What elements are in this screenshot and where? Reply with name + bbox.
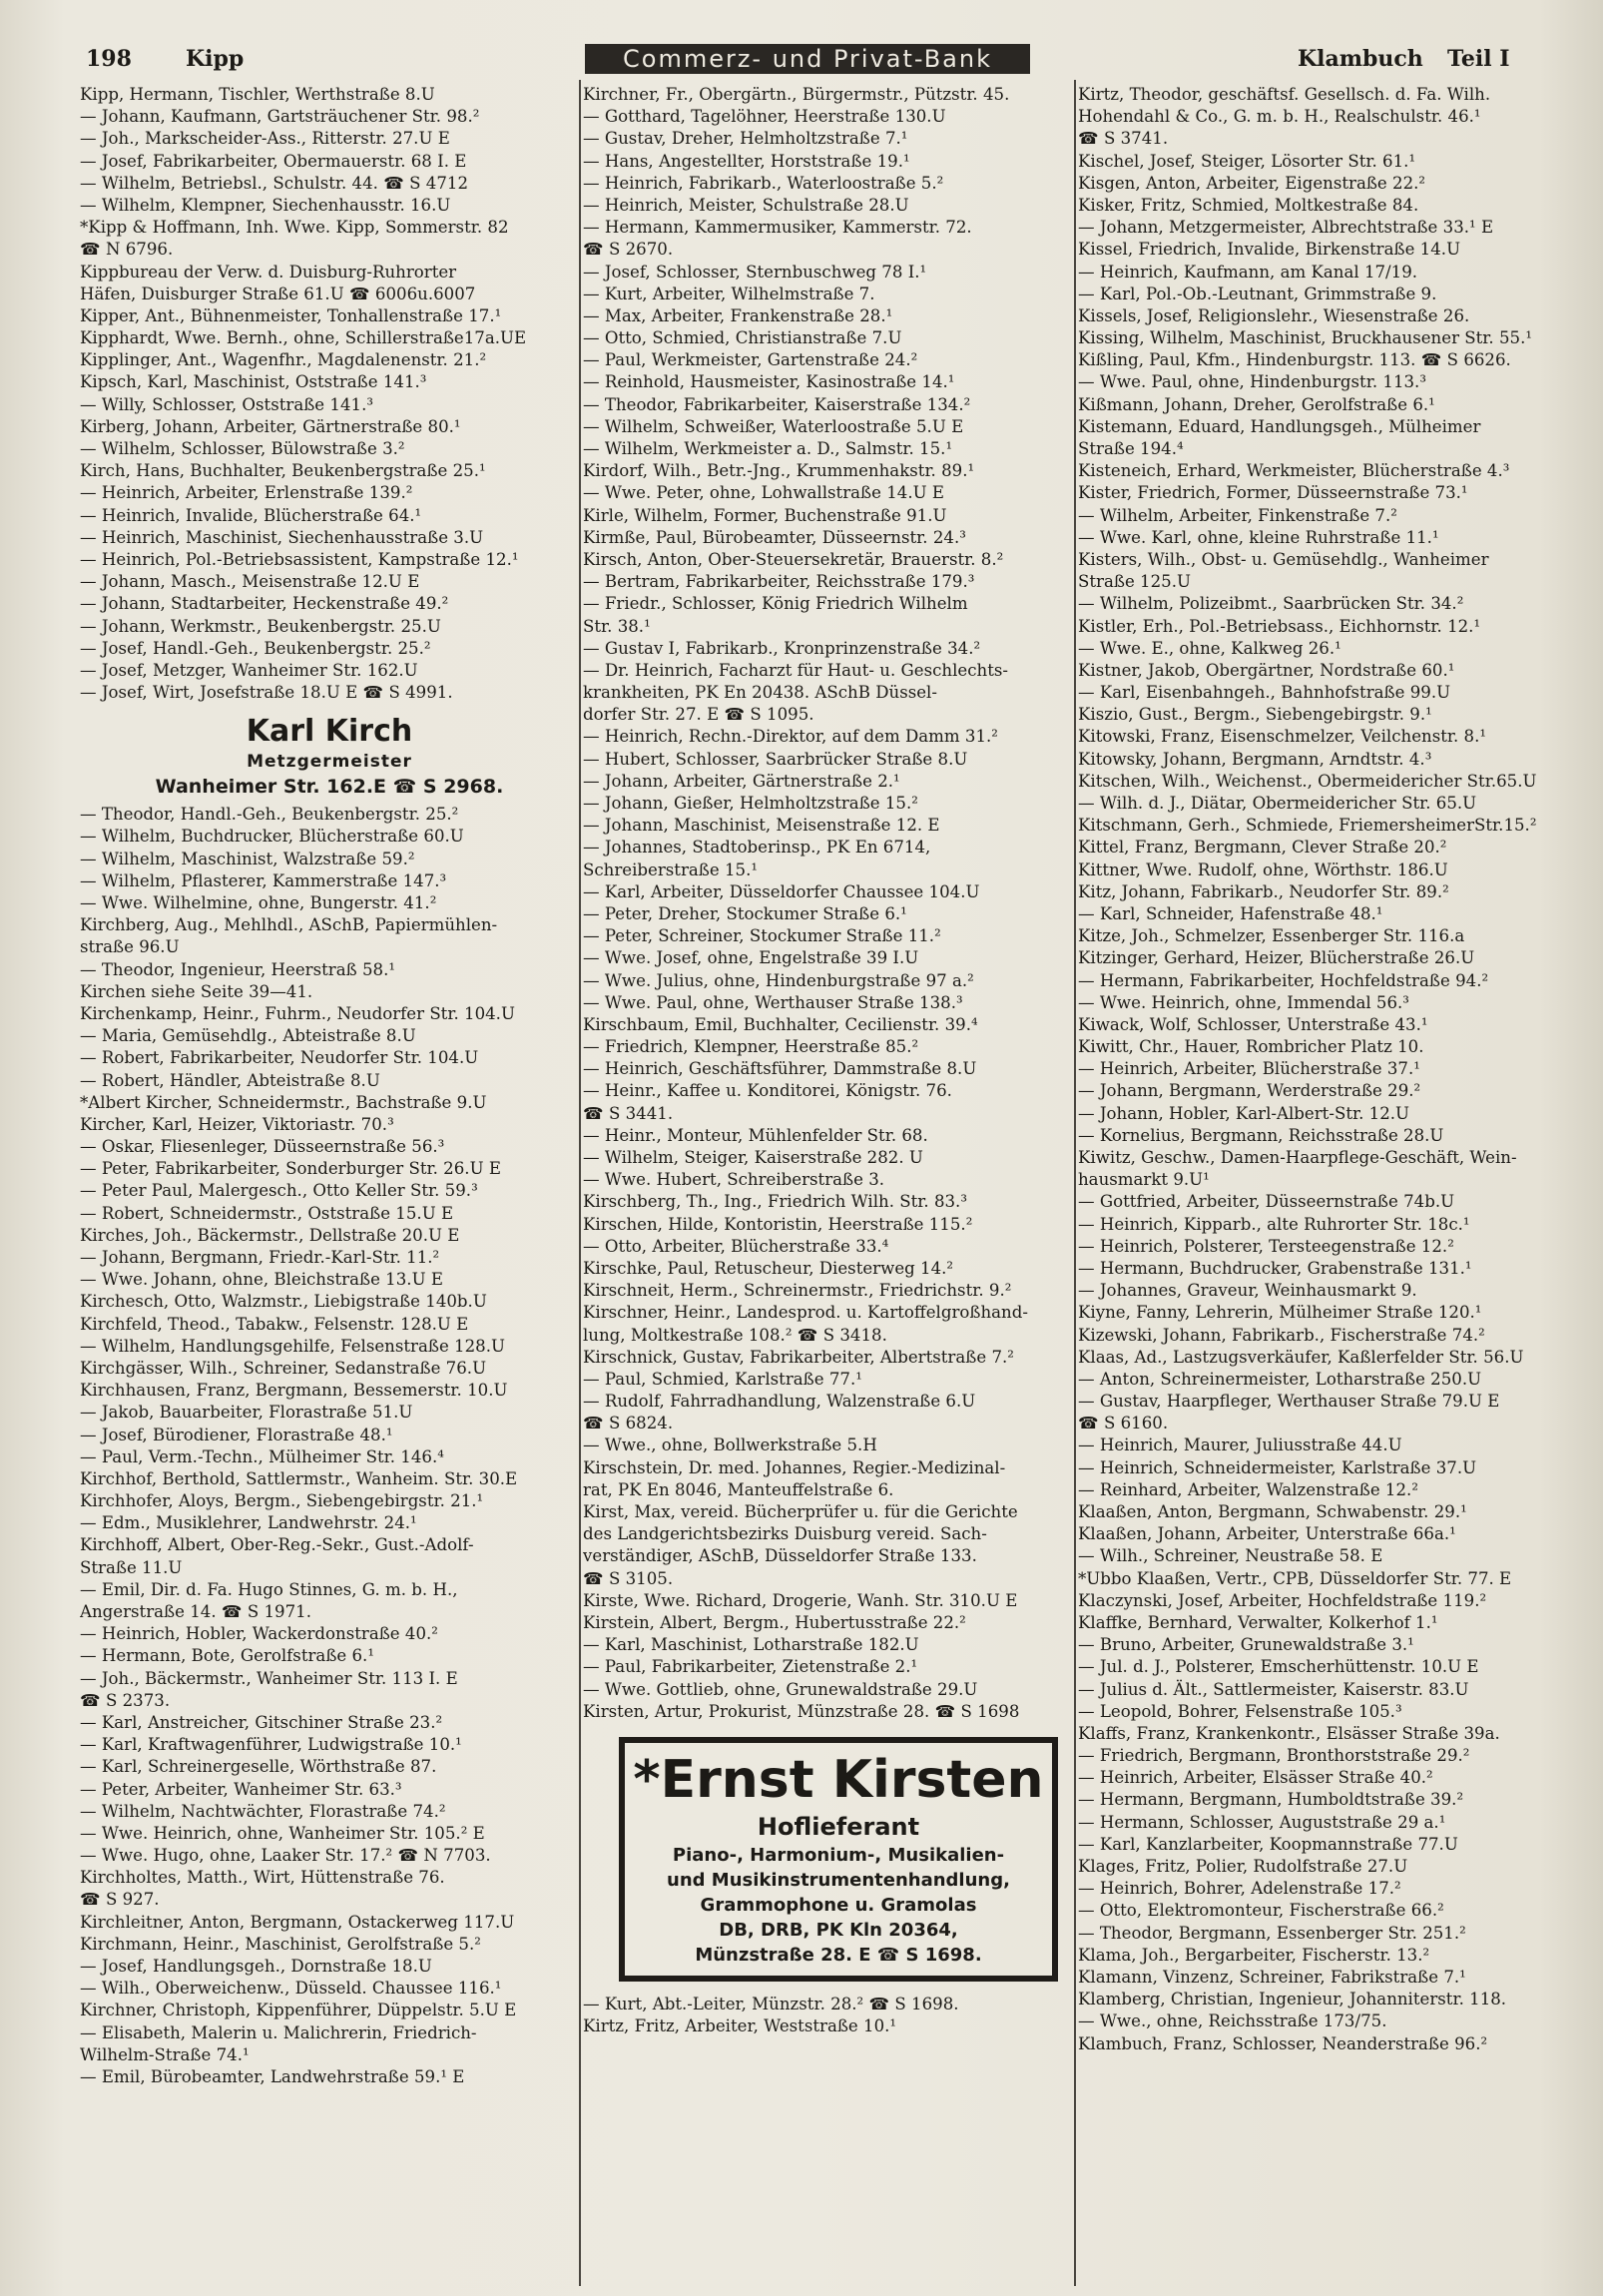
directory-entry: — Willy, Schlosser, Oststraße 141.³ [80,394,374,414]
directory-entry: — Johann, Bergmann, Werderstraße 29.² [1078,1081,1421,1101]
directory-entry: — Wwe. Hubert, Schreiberstraße 3. [583,1170,885,1190]
directory-entry: — Dr. Heinrich, Facharzt für Haut- u. Geschlechts- [583,660,1008,680]
directory-entry: Kitowsky, Johann, Bergmann, Arndtstr. 4.³ [1078,749,1432,769]
directory-entry: — Johann, Werkmstr., Beukenbergstr. 25.U [80,616,441,636]
directory-entry: Kisters, Wilh., Obst- u. Gemüsehdlg., Wanheimer [1078,549,1489,569]
directory-entry: — Heinrich, Geschäftsführer, Dammstraße 8.U [583,1059,977,1079]
directory-entry: — Max, Arbeiter, Frankenstraße 28.¹ [583,305,893,325]
directory-entry: — Reinhard, Arbeiter, Walzenstraße 12.² [1078,1479,1418,1499]
directory-entry: — Heinrich, Maschinist, Siechenhausstraße 3.U [80,527,484,547]
directory-entry: Kirsch, Anton, Ober-Steuersekretär, Brauerstr. 8.² [583,549,1004,569]
directory-entry: — Jul. d. J., Polsterer, Emscherhüttenstr. 10.U E [1078,1657,1479,1677]
directory-entry: Kissel, Friedrich, Invalide, Birkenstraße 14.U [1078,240,1461,260]
directory-entry: ☎ S 927. [80,1890,160,1910]
directory-entry: Kiwitt, Chr., Hauer, Rombricher Platz 10. [1078,1037,1424,1057]
directory-entry: ☎ S 3441. [583,1103,674,1123]
directory-entry: — Heinrich, Fabrikarb., Waterloostraße 5.² [583,173,944,193]
entry-list [80,804,579,2088]
directory-entry: — Karl, Kraftwagenführer, Ludwigstraße 10.¹ [80,1735,462,1755]
directory-entry: — Gotthard, Tagelöhner, Heerstraße 130.U [583,107,946,127]
directory-entry: — Kornelius, Bergmann, Reichsstraße 28.U [1078,1125,1444,1145]
directory-entry: Straße 125.U [1078,572,1191,592]
directory-entry: — Wwe. Gottlieb, ohne, Grunewaldstraße 29.U [583,1679,978,1699]
directory-entry: — Heinrich, Hobler, Wackerdonstraße 40.² [80,1624,438,1644]
directory-entry: — Wwe., ohne, Reichsstraße 173/75. [1078,2011,1387,2031]
directory-entry: — Josef, Handlungsgeh., Dornstraße 18.U [80,1957,432,1976]
directory-entry: — Johann, Maschinist, Meisenstraße 12. E [583,816,940,836]
directory-entry: — Johann, Metzgermeister, Albrechtstraße 33.¹ E [1078,218,1494,238]
directory-entry: *Kipp & Hoffmann, Inh. Wwe. Kipp, Sommerstr. 82 [80,218,509,238]
directory-entry: — Paul, Verm.-Techn., Mülheimer Str. 146.⁴ [80,1446,444,1466]
directory-entry: Kistner, Jakob, Obergärtner, Nordstraße 60.¹ [1078,660,1455,680]
directory-entry: — Karl, Schneider, Hafenstraße 48.¹ [1078,903,1383,923]
directory-entry: *Albert Kircher, Schneidermstr., Bachstraße 9.U [80,1092,487,1112]
directory-entry: — Johann, Bergmann, Friedr.-Karl-Str. 11.² [80,1248,440,1267]
directory-entry: — Paul, Schmied, Karlstraße 77.¹ [583,1369,862,1389]
directory-entry: — Wilhelm, Schlosser, Bülowstraße 3.² [80,439,405,458]
entry-list [80,84,579,704]
directory-entry: — Wilh. d. J., Diätar, Obermeidericher Str. 65.U [1078,794,1477,813]
directory-entry: — Karl, Arbeiter, Düsseldorfer Chaussee 104.U [583,881,980,901]
directory-entry: — Gustav, Dreher, Helmholtzstraße 7.¹ [583,129,908,149]
directory-entry: — Wwe., ohne, Bollwerkstraße 5.H [583,1435,877,1455]
directory-entry: — Johann, Masch., Meisenstraße 12.U E [80,572,420,592]
directory-entry: — Theodor, Handl.-Geh., Beukenbergstr. 25.² [80,805,459,825]
directory-entry: Kirchhoff, Albert, Ober-Reg.-Sekr., Gust.-Adolf- [80,1535,474,1555]
directory-entry: — Rudolf, Fahrradhandlung, Walzenstraße 6.U [583,1392,976,1412]
ad-title: Metzgermeister [247,752,412,773]
directory-entry: — Joh., Bäckermstr., Wanheimer Str. 113 I. E [80,1668,458,1688]
directory-entry: — Anton, Schreinermeister, Lotharstraße 250.U [1078,1369,1482,1389]
advertisement-karl-kirch [80,714,579,800]
directory-entry: — Wilhelm, Maschinist, Walzstraße 59.² [80,849,415,868]
directory-entry: — Elisabeth, Malerin u. Malichrerin, Friedrich- [80,2022,477,2042]
directory-entry: Kirberg, Johann, Arbeiter, Gärtnerstraße 80.¹ [80,416,461,436]
directory-entry: — Wilhelm, Schweißer, Waterloostraße 5.U E [583,416,964,436]
directory-entry: — Hermann, Buchdrucker, Grabenstraße 131.¹ [1078,1258,1472,1278]
ad-line: DB, DRB, PK Kln 20364, [719,1919,958,1941]
directory-entry: Klaaßen, Anton, Bergmann, Schwabenstr. 29.¹ [1078,1502,1467,1521]
bank-banner: Commerz- und Privat-Bank [585,44,1030,74]
directory-entry: — Kurt, Arbeiter, Wilhelmstraße 7. [583,284,875,303]
directory-entry: Kiyne, Fanny, Lehrerin, Mülheimer Straße 120.¹ [1078,1303,1482,1323]
directory-entry: Kirstein, Albert, Bergm., Hubertusstraße 22.² [583,1612,966,1632]
right-catchword: Klambuch [1298,46,1423,72]
directory-entry: — Heinrich, Polsterer, Tersteegenstraße 12.² [1078,1236,1454,1256]
directory-entry: — Josef, Bürodiener, Florastraße 48.¹ [80,1425,393,1444]
directory-entry: — Josef, Fabrikarbeiter, Obermauerstr. 68 I. E [80,151,467,171]
directory-entry: Kister, Friedrich, Former, Düsseernstraße 73.¹ [1078,483,1468,503]
page-number: 198 [86,46,132,72]
directory-entry: — Johann, Arbeiter, Gärtnerstraße 2.¹ [583,771,900,791]
directory-entry: — Julius d. Ält., Sattlermeister, Kaiserstr. 83.U [1078,1679,1469,1699]
directory-entry: — Joh., Markscheider-Ass., Ritterstr. 27.U E [80,129,450,149]
directory-entry: — Wilhelm, Buchdrucker, Blücherstraße 60.U [80,827,464,847]
directory-entry: — Wwe. Heinrich, ohne, Wanheimer Str. 105.² E [80,1823,485,1843]
directory-entry: dorfer Str. 27. E ☎ S 1095. [583,705,814,725]
directory-entry: — Johannes, Stadtoberinsp., PK En 6714, [583,838,931,858]
directory-entry: Kirsten, Artur, Prokurist, Münzstraße 28. ☎ S 1698 [583,1701,1020,1721]
directory-entry: Kissing, Wilhelm, Maschinist, Bruckhausener Str. 55.¹ [1078,328,1533,348]
directory-entry: — Wwe. Paul, ohne, Hindenburgstr. 113.³ [1078,372,1426,392]
directory-entry: — Heinrich, Invalide, Blücherstraße 64.¹ [80,505,422,525]
directory-entry: — Wilhelm, Betriebsl., Schulstr. 44. ☎ S 4712 [80,173,469,193]
directory-entry: — Wwe. Josef, ohne, Engelstraße 39 I.U [583,948,919,968]
directory-entry: — Robert, Schneidermstr., Oststraße 15.U E [80,1203,454,1223]
directory-entry: Klambuch, Franz, Schlosser, Neanderstraße 96.² [1078,2033,1488,2053]
directory-entry: — Heinrich, Kaufmann, am Kanal 17/19. [1078,262,1418,282]
directory-entry: Kirdorf, Wilh., Betr.-Jng., Krummenhakstr. 89.¹ [583,461,975,481]
directory-entry: — Karl, Schreinergeselle, Wörthstraße 87. [80,1757,437,1777]
directory-entry: — Wilh., Oberweichenw., Düsseld. Chaussee 116.¹ [80,1979,502,1999]
directory-entry: — Theodor, Ingenieur, Heerstraß 58.¹ [80,959,396,979]
directory-entry: Kipp, Hermann, Tischler, Werthstraße 8.U [80,85,435,104]
directory-entry: — Wilhelm, Klempner, Siechenhausstr. 16.U [80,195,451,215]
directory-entry: Kirst, Max, vereid. Bücherprüfer u. für die Gerichte [583,1502,1018,1521]
directory-entry: Kirschner, Heinr., Landesprod. u. Kartoffelgroßhand- [583,1303,1028,1323]
directory-entry: — Wilhelm, Steiger, Kaiserstraße 282. U [583,1148,923,1167]
directory-entry: — Johann, Gießer, Helmholtzstraße 15.² [583,794,918,813]
left-catchword: Kipp [186,46,245,72]
directory-entry: — Karl, Pol.-Ob.-Leutnant, Grimmstraße 9. [1078,284,1437,303]
directory-entry: Kißmann, Johann, Dreher, Gerolfstraße 6.¹ [1078,394,1435,414]
directory-entry: — Heinrich, Meister, Schulstraße 28.U [583,195,909,215]
directory-entry: Kirmße, Paul, Bürobeamter, Düsseernstr. 24.³ [583,527,966,547]
directory-entry: — Heinrich, Pol.-Betriebsassistent, Kampstraße 12.¹ [80,549,519,569]
directory-entry: — Hermann, Kammermusiker, Kammerstr. 72. [583,218,972,238]
directory-entry: — Wwe. Karl, ohne, kleine Ruhrstraße 11.¹ [1078,527,1439,547]
directory-entry: Kitowski, Franz, Eisenschmelzer, Veilchenstr. 8.¹ [1078,727,1487,747]
directory-entry: — Heinrich, Kipparb., alte Ruhrorter Str. 18c.¹ [1078,1214,1470,1234]
ad-address: Wanheimer Str. 162.E ☎ S 2968. [155,776,504,799]
column-left [80,84,579,2285]
column-divider [579,80,581,2286]
directory-entry: Klama, Joh., Bergarbeiter, Fischerstr. 13.² [1078,1945,1430,1965]
directory-entry: — Hans, Angestellter, Horststraße 19.¹ [583,151,910,171]
directory-entry: — Karl, Maschinist, Lotharstraße 182.U [583,1635,919,1655]
directory-entry: — Bruno, Arbeiter, Grunewaldstraße 3.¹ [1078,1635,1414,1655]
directory-entry: ☎ N 6796. [80,240,174,260]
directory-entry: rat, PK En 8046, Manteuffelstraße 6. [583,1479,894,1499]
directory-entry: Kirschen, Hilde, Kontoristin, Heerstraße 115.² [583,1214,973,1234]
directory-entry: — Heinrich, Arbeiter, Elsässer Straße 40.² [1078,1768,1433,1788]
directory-entry: Kirchner, Christoph, Kippenführer, Düppelstr. 5.U E [80,2001,517,2020]
directory-entry: Kippbureau der Verw. d. Duisburg-Ruhrorter [80,262,457,282]
directory-entry: *Ubbo Klaaßen, Vertr., CPB, Düsseldorfer Str. 77. E [1078,1568,1512,1588]
directory-entry: Kirchesch, Otto, Walzmstr., Liebigstraße 140b.U [80,1292,487,1312]
directory-entry: Klaffs, Franz, Krankenkontr., Elsässer Straße 39a. [1078,1723,1500,1743]
directory-entry: — Peter Paul, Malergesch., Otto Keller Str. 59.³ [80,1181,478,1201]
directory-entry: straße 96.U [80,937,180,957]
directory-entry: Klages, Fritz, Polier, Rudolfstraße 27.U [1078,1857,1408,1876]
directory-entry: Kisgen, Anton, Arbeiter, Eigenstraße 22.² [1078,173,1426,193]
directory-entry: Klaczynski, Josef, Arbeiter, Hochfeldstraße 119.² [1078,1590,1487,1610]
directory-entry: — Jakob, Bauarbeiter, Florastraße 51.U [80,1403,413,1423]
directory-entry: — Robert, Händler, Abteistraße 8.U [80,1070,380,1090]
directory-entry: — Otto, Elektromonteur, Fischerstraße 66.² [1078,1901,1444,1921]
directory-entry: — Johann, Kaufmann, Gartsträuchener Str. 98.² [80,107,480,127]
directory-entry: — Wwe. Paul, ohne, Werthauser Straße 138.³ [583,992,963,1012]
directory-entry: Kirchhofer, Aloys, Bergm., Siebengebirgstr. 21.¹ [80,1491,484,1511]
directory-entry: — Johannes, Graveur, Weinhausmarkt 9. [1078,1281,1417,1301]
directory-entry: — Wwe. Heinrich, ohne, Immendal 56.³ [1078,992,1409,1012]
entry-list [1078,84,1577,2055]
directory-entry: — Friedrich, Klempner, Heerstraße 85.² [583,1037,919,1057]
directory-entry: — Gottfried, Arbeiter, Düsseernstraße 74b.U [1078,1192,1455,1212]
directory-entry: Kistemann, Eduard, Handlungsgeh., Mülheimer [1078,416,1481,436]
directory-entry: Wilhelm-Straße 74.¹ [80,2044,250,2064]
directory-entry: — Wilhelm, Arbeiter, Finkenstraße 7.² [1078,505,1397,525]
ad-line: und Musikinstrumentenhandlung, [667,1869,1010,1891]
directory-entry: — Otto, Arbeiter, Blücherstraße 33.⁴ [583,1236,889,1256]
directory-entry: ☎ S 6160. [1078,1414,1169,1434]
directory-entry: — Emil, Bürobeamter, Landwehrstraße 59.¹ E [80,2066,465,2086]
directory-entry: — Bertram, Fabrikarbeiter, Reichsstraße 179.³ [583,572,975,592]
directory-entry: — Edm., Musiklehrer, Landwehrstr. 24.¹ [80,1513,417,1533]
directory-entry: Straße 11.U [80,1557,183,1577]
directory-entry: — Peter, Arbeiter, Wanheimer Str. 63.³ [80,1779,402,1799]
directory-entry: hausmarkt 9.U¹ [1078,1170,1210,1190]
directory-entry: Kistler, Erh., Pol.-Betriebsass., Eichhornstr. 12.¹ [1078,616,1481,636]
directory-entry: Häfen, Duisburger Straße 61.U ☎ 6006u.6007 [80,284,476,303]
directory-entry: Kisker, Fritz, Schmied, Moltkestraße 84. [1078,195,1419,215]
directory-entry: Kirchgässer, Wilh., Schreiner, Sedanstraße 76.U [80,1358,487,1378]
directory-entry: — Wilhelm, Werkmeister a. D., Salmstr. 15.¹ [583,439,953,458]
directory-entry: — Josef, Metzger, Wanheimer Str. 162.U [80,660,418,680]
directory-entry: Kirchberg, Aug., Mehlhdl., ASchB, Papiermühlen- [80,915,498,935]
directory-entry: Kirschberg, Th., Ing., Friedrich Wilh. Str. 83.³ [583,1192,967,1212]
directory-entry: Kipsch, Karl, Maschinist, Oststraße 141.³ [80,372,427,392]
directory-entry: Kißling, Paul, Kfm., Hindenburgstr. 113. ☎ S 6626. [1078,350,1511,370]
column-middle [583,84,1074,2285]
ad-title: Hoflieferant [757,1812,920,1841]
directory-entry: Kirschstein, Dr. med. Johannes, Regier.-Medizinal- [583,1457,1006,1477]
directory-entry: — Heinrich, Arbeiter, Blücherstraße 37.¹ [1078,1059,1420,1079]
directory-entry: Kischel, Josef, Steiger, Lösorter Str. 61.¹ [1078,151,1416,171]
directory-entry: — Wwe. Johann, ohne, Bleichstraße 13.U E [80,1270,443,1290]
directory-entry: Klamann, Vinzenz, Schreiner, Fabrikstraße 7.¹ [1078,1967,1466,1987]
directory-entry: Kipphardt, Wwe. Bernh., ohne, Schillerstraße17a.UE [80,328,527,348]
directory-entry: — Hermann, Schlosser, Auguststraße 29 a.¹ [1078,1812,1446,1832]
directory-entry: Hohendahl & Co., G. m. b. H., Realschulstr. 46.¹ [1078,107,1481,127]
directory-entry: Kiwitz, Geschw., Damen-Haarpflege-Geschäft, Wein- [1078,1148,1517,1167]
directory-entry: Kirchenkamp, Heinr., Fuhrm., Neudorfer Str. 104.U [80,1003,515,1023]
page-header [0,46,1603,76]
directory-entry: — Emil, Dir. d. Fa. Hugo Stinnes, G. m. b. H., [80,1579,458,1599]
directory-entry: Kirtz, Theodor, geschäftsf. Gesellsch. d. Fa. Wilh. [1078,85,1491,104]
directory-entry: — Theodor, Bergmann, Essenberger Str. 251.² [1078,1923,1466,1943]
part-label: Teil I [1447,46,1510,72]
directory-entry: — Josef, Schlosser, Sternbuschweg 78 I.¹ [583,262,927,282]
directory-entry: — Hermann, Bote, Gerolfstraße 6.¹ [80,1646,374,1666]
directory-entry: — Wwe. Wilhelmine, ohne, Bungerstr. 41.² [80,893,437,912]
directory-entry: Kitschen, Wilh., Weichenst., Obermeidericher Str.65.U [1078,771,1537,791]
directory-entry: Kirchfeld, Theod., Tabakw., Felsenstr. 128.U E [80,1314,469,1334]
directory-entry: — Friedrich, Bergmann, Bronthorststraße 29.² [1078,1746,1470,1766]
directory-entry: Kiszio, Gust., Bergm., Siebengebirgstr. 9.¹ [1078,705,1432,725]
directory-entry: — Wilhelm, Nachtwächter, Florastraße 74.² [80,1801,446,1821]
directory-entry: — Wilhelm, Handlungsgehilfe, Felsenstraße 128.U [80,1336,505,1356]
directory-entry: ☎ S 2373. [80,1690,171,1710]
directory-entry: Kirle, Wilhelm, Former, Buchenstraße 91.U [583,505,947,525]
directory-entry: Kirchhof, Berthold, Sattlermstr., Wanheim. Str. 30.E [80,1468,518,1488]
directory-entry: — Reinhold, Hausmeister, Kasinostraße 14.¹ [583,372,955,392]
directory-entry: Kittel, Franz, Bergmann, Clever Straße 20.² [1078,838,1447,858]
directory-entry: Kissels, Josef, Religionslehr., Wiesenstraße 26. [1078,305,1470,325]
directory-entry: Kirches, Joh., Bäckermstr., Dellstraße 20.U E [80,1225,460,1245]
directory-entry: Kirschke, Paul, Retuscheur, Diesterweg 14.² [583,1258,954,1278]
directory-entry: — Theodor, Fabrikarbeiter, Kaiserstraße 134.² [583,394,971,414]
ad-line: Grammophone u. Gramolas [700,1894,977,1916]
directory-entry: — Heinrich, Arbeiter, Erlenstraße 139.² [80,483,413,503]
directory-entry: ☎ S 6824. [583,1414,674,1434]
entry-list [583,84,1074,1723]
directory-entry: des Landgerichtsbezirks Duisburg vereid. Sach- [583,1524,987,1544]
directory-entry: — Johann, Hobler, Karl-Albert-Str. 12.U [1078,1103,1410,1123]
directory-entry: — Wwe. Julius, ohne, Hindenburgstraße 97 a.² [583,970,974,990]
ad-name: *Ernst Kirsten [633,1749,1044,1810]
directory-entry: Str. 38.¹ [583,616,651,636]
directory-entry: Kisteneich, Erhard, Werkmeister, Blücherstraße 4.³ [1078,461,1510,481]
directory-entry: — Wilhelm, Polizeibmt., Saarbrücken Str. 34.² [1078,594,1464,614]
ad-name: Karl Kirch [246,714,413,750]
directory-entry: Kirchleitner, Anton, Bergmann, Ostackerweg 117.U [80,1912,515,1932]
advertisement-ernst-kirsten [619,1737,1058,1982]
directory-entry: Kirste, Wwe. Richard, Drogerie, Wanh. Str. 310.U E [583,1590,1018,1610]
directory-entry: ☎ S 3105. [583,1568,674,1588]
directory-entry: — Heinrich, Maurer, Juliusstraße 44.U [1078,1435,1402,1455]
directory-entry: lung, Moltkestraße 108.² ☎ S 3418. [583,1325,887,1345]
directory-entry: — Peter, Fabrikarbeiter, Sonderburger Str. 26.U E [80,1159,501,1179]
directory-entry: Kipper, Ant., Bühnenmeister, Tonhallenstraße 17.¹ [80,305,502,325]
directory-entry: Kirchholtes, Matth., Wirt, Hüttenstraße 76. [80,1868,445,1888]
directory-entry: — Kurt, Abt.-Leiter, Münzstr. 28.² ☎ S 1698. [583,1994,959,2013]
directory-entry: Kizewski, Johann, Fabrikarb., Fischerstraße 74.² [1078,1325,1485,1345]
directory-entry: Kirchhausen, Franz, Bergmann, Bessemerstr. 10.U [80,1381,508,1401]
directory-entry: Kitzinger, Gerhard, Heizer, Blücherstraße 26.U [1078,948,1475,968]
ad-line: Münzstraße 28. E ☎ S 1698. [695,1944,982,1966]
directory-entry: — Paul, Fabrikarbeiter, Zietenstraße 2.¹ [583,1657,918,1677]
directory-entry: — Wilhelm, Pflasterer, Kammerstraße 147.³ [80,870,447,890]
directory-entry: Kirch, Hans, Buchhalter, Beukenbergstraße 25.¹ [80,461,486,481]
directory-entry: — Wilh., Schreiner, Neustraße 58. E [1078,1546,1383,1566]
directory-entry: — Friedr., Schlosser, König Friedrich Wilhelm [583,594,968,614]
directory-entry: Kirchen siehe Seite 39—41. [80,981,313,1001]
entry-list [583,1994,1074,2037]
directory-entry: Kipplinger, Ant., Wagenfhr., Magdalenenstr. 21.² [80,350,487,370]
directory-entry: — Wwe. Hugo, ohne, Laaker Str. 17.² ☎ N 7703. [80,1846,491,1866]
directory-entry: — Gustav I, Fabrikarb., Kronprinzenstraße 34.² [583,638,981,658]
directory-entry: — Heinrich, Bohrer, Adelenstraße 17.² [1078,1879,1401,1899]
directory-entry: — Gustav, Haarpfleger, Werthauser Straße 79.U E [1078,1392,1500,1412]
directory-entry: — Hermann, Bergmann, Humboldtstraße 39.² [1078,1790,1464,1810]
directory-entry: Straße 194.⁴ [1078,439,1184,458]
directory-entry: — Robert, Fabrikarbeiter, Neudorfer Str. 104.U [80,1048,479,1068]
directory-entry: Klaaßen, Johann, Arbeiter, Unterstraße 66a.¹ [1078,1524,1456,1544]
directory-entry: — Leopold, Bohrer, Felsenstraße 105.³ [1078,1701,1402,1721]
directory-entry: Kitze, Joh., Schmelzer, Essenberger Str. 116.a [1078,926,1465,946]
column-divider [1074,80,1076,2286]
directory-entry: ☎ S 2670. [583,240,674,260]
directory-entry: Kirschneit, Herm., Schreinermstr., Friedrichstr. 9.² [583,1281,1012,1301]
column-right [1078,84,1577,2285]
directory-entry: — Maria, Gemüsehdlg., Abteistraße 8.U [80,1026,416,1046]
directory-entry: — Peter, Dreher, Stockumer Straße 6.¹ [583,903,907,923]
directory-entry: Kirchmann, Heinr., Maschinist, Gerolfstraße 5.² [80,1934,481,1954]
directory-entry: Kirtz, Fritz, Arbeiter, Weststraße 10.¹ [583,2016,897,2036]
directory-entry: Kircher, Karl, Heizer, Viktoriastr. 70.³ [80,1114,394,1134]
directory-entry: — Peter, Schreiner, Stockumer Straße 11.² [583,926,941,946]
directory-entry: — Hermann, Fabrikarbeiter, Hochfeldstraße 94.² [1078,970,1489,990]
directory-entry: Kirschbaum, Emil, Buchhalter, Cecilienstr. 39.⁴ [583,1014,978,1034]
directory-entry: Kirschnick, Gustav, Fabrikarbeiter, Albertstraße 7.² [583,1347,1014,1367]
directory-entry: — Otto, Schmied, Christianstraße 7.U [583,328,902,348]
directory-entry: Kirchner, Fr., Obergärtn., Bürgermstr., Pützstr. 45. [583,85,1010,104]
directory-entry: — Paul, Werkmeister, Gartenstraße 24.² [583,350,918,370]
directory-entry: ☎ S 3741. [1078,129,1169,149]
directory-entry: — Heinrich, Schneidermeister, Karlstraße 37.U [1078,1457,1477,1477]
directory-entry: Kittner, Wwe. Rudolf, ohne, Wörthstr. 186.U [1078,860,1448,879]
directory-entry: Schreiberstraße 15.¹ [583,860,759,879]
directory-entry: — Karl, Eisenbahngeh., Bahnhofstraße 99.U [1078,683,1451,703]
directory-entry: — Heinr., Monteur, Mühlenfelder Str. 68. [583,1125,928,1145]
directory-entry: — Heinr., Kaffee u. Konditorei, Königstr. 76. [583,1081,952,1101]
directory-entry: — Karl, Kanzlarbeiter, Koopmannstraße 77.U [1078,1834,1458,1854]
directory-entry: verständiger, ASchB, Düsseldorfer Straße 133. [583,1546,977,1566]
directory-entry: — Josef, Wirt, Josefstraße 18.U E ☎ S 4991. [80,683,453,703]
directory-entry: Klamberg, Christian, Ingenieur, Johanniterstr. 118. [1078,1990,1507,2009]
directory-entry: — Hubert, Schlosser, Saarbrücker Straße 8.U [583,749,968,769]
directory-entry: Klaas, Ad., Lastzugsverkäufer, Kaßlerfelder Str. 56.U [1078,1347,1524,1367]
directory-entry: — Heinrich, Rechn.-Direktor, auf dem Damm 31.² [583,727,998,747]
directory-entry: — Wwe. E., ohne, Kalkweg 26.¹ [1078,638,1341,658]
ad-line: Piano-, Harmonium-, Musikalien- [672,1844,1005,1866]
directory-entry: — Karl, Anstreicher, Gitschiner Straße 23.² [80,1712,443,1732]
directory-entry: — Wwe. Peter, ohne, Lohwallstraße 14.U E [583,483,944,503]
directory-entry: Klaffke, Bernhard, Verwalter, Kolkerhof 1.¹ [1078,1612,1438,1632]
directory-entry: — Josef, Handl.-Geh., Beukenbergstr. 25.² [80,638,431,658]
directory-entry: krankheiten, PK En 20438. ASchB Düssel- [583,683,937,703]
directory-entry: — Johann, Stadtarbeiter, Heckenstraße 49.² [80,594,449,614]
directory-entry: Kitz, Johann, Fabrikarb., Neudorfer Str. 89.² [1078,881,1449,901]
directory-entry: Kiwack, Wolf, Schlosser, Unterstraße 43.¹ [1078,1014,1428,1034]
directory-entry: Kitschmann, Gerh., Schmiede, FriemersheimerStr.15.² [1078,816,1537,836]
directory-entry: Angerstraße 14. ☎ S 1971. [80,1602,311,1621]
directory-entry: — Oskar, Fliesenleger, Düsseernstraße 56.³ [80,1137,445,1157]
